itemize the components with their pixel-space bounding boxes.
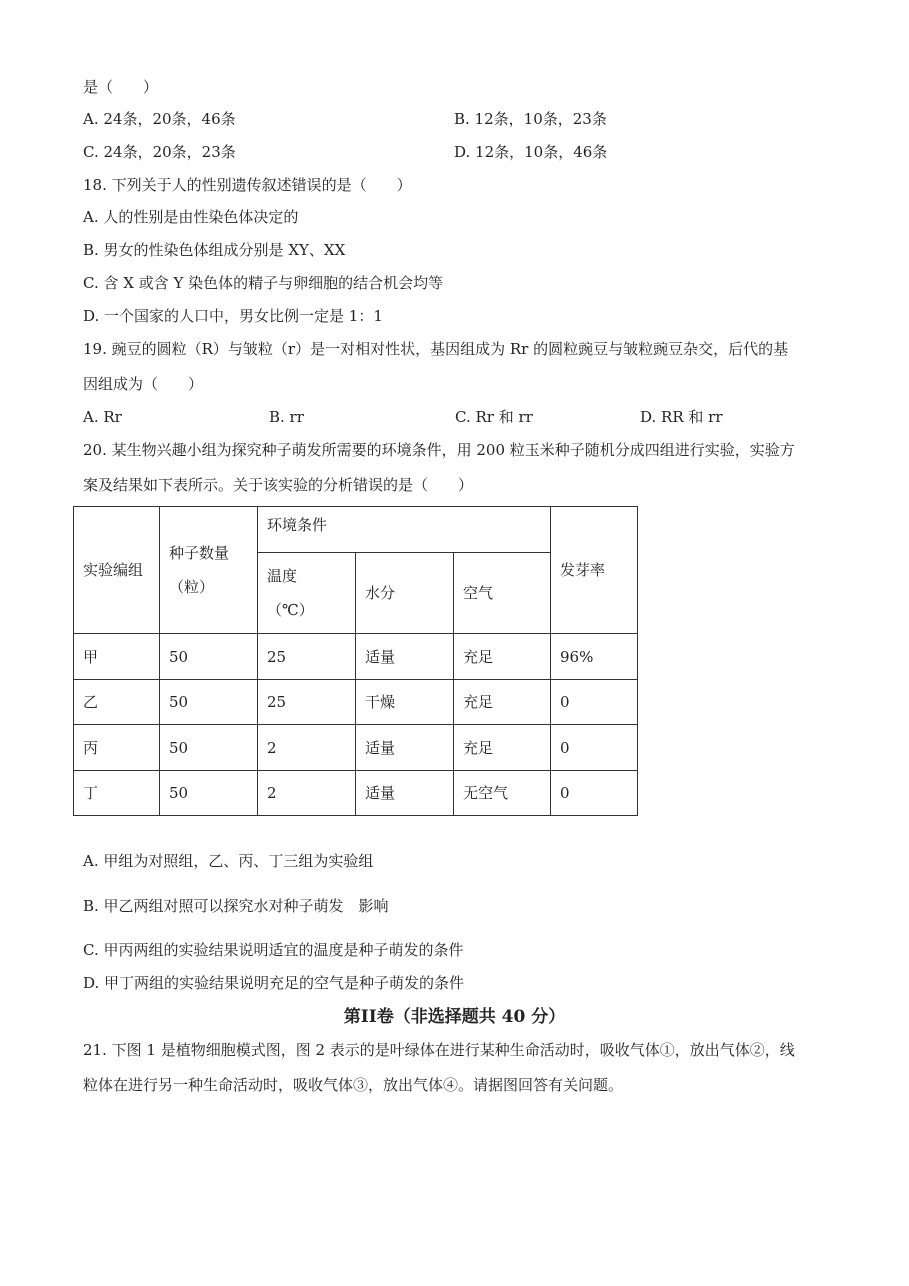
table-row xyxy=(74,634,638,680)
q18-stem: 18. 下列关于人的性别遗传叙述错误的是（ ） xyxy=(83,176,412,194)
header-group: 实验编组 xyxy=(74,507,160,634)
header-seeds-line1: 种子数量 xyxy=(169,544,230,562)
header-air: 空气 xyxy=(454,553,551,634)
cell-rate: 0 xyxy=(551,680,638,725)
q20-option-b: B. 甲乙两组对照可以探究水对种子萌发 影响 xyxy=(83,897,389,915)
cell-water: 适量 xyxy=(356,771,454,816)
q18-option-a: A. 人的性别是由性染色体决定的 xyxy=(83,208,299,226)
cell-temp: 25 xyxy=(258,634,356,680)
q20-option-c: C. 甲丙两组的实验结果说明适宜的温度是种子萌发的条件 xyxy=(83,941,464,959)
q18-option-d: D. 一个国家的人口中，男女比例一定是 1：1 xyxy=(83,307,383,325)
cell-group: 丁 xyxy=(74,771,160,816)
cell-temp: 25 xyxy=(258,680,356,725)
cell-air: 充足 xyxy=(454,680,551,725)
cell-air: 充足 xyxy=(454,725,551,771)
q19-stem-line1: 19. 豌豆的圆粒（R）与皱粒（r）是一对相对性状，基因组成为 Rr 的圆粒豌豆与皱粒豌豆杂交，后代的基 xyxy=(83,340,789,358)
cell-seeds: 50 xyxy=(160,771,258,816)
cell-seeds: 50 xyxy=(160,680,258,725)
cell-water: 适量 xyxy=(356,725,454,771)
q17-option-b: B. 12条，10条，23条 xyxy=(454,110,607,128)
q19-stem-line2: 因组成为（ ） xyxy=(83,375,204,393)
header-temperature-line2: （℃） xyxy=(267,601,314,619)
q20-stem-line2: 案及结果如下表所示。关于该实验的分析错误的是（ ） xyxy=(83,476,474,494)
cell-rate: 96% xyxy=(551,634,638,680)
cell-rate: 0 xyxy=(551,771,638,816)
cell-water: 适量 xyxy=(356,634,454,680)
q17-stem-tail: 是（ ） xyxy=(83,78,159,96)
q19-option-c: C. Rr 和 rr xyxy=(455,408,533,426)
header-seeds xyxy=(160,507,258,634)
q18-option-b: B. 男女的性染色体组成分别是 XY、XX xyxy=(83,241,346,259)
q17-option-d: D. 12条，10条，46条 xyxy=(454,143,608,161)
q21-line1: 21. 下图 1 是植物细胞模式图，图 2 表示的是叶绿体在进行某种生命活动时，吸收气体①，放出气体②，线 xyxy=(83,1041,795,1059)
cell-water: 干燥 xyxy=(356,680,454,725)
header-rate: 发芽率 xyxy=(551,507,638,634)
q21-line2: 粒体在进行另一种生命活动时，吸收气体③，放出气体④。请据图回答有关问题。 xyxy=(83,1076,624,1094)
table-row xyxy=(74,680,638,725)
header-temperature xyxy=(258,553,356,634)
experiment-table xyxy=(73,506,638,816)
q18-option-c: C. 含 X 或含 Y 染色体的精子与卵细胞的结合机会均等 xyxy=(83,274,444,292)
cell-group: 乙 xyxy=(74,680,160,725)
q20-stem-line1: 20. 某生物兴趣小组为探究种子萌发所需要的环境条件，用 200 粒玉米种子随机分成四组进行实验，实验方 xyxy=(83,441,795,459)
cell-temp: 2 xyxy=(258,771,356,816)
q20-option-d: D. 甲丁两组的实验结果说明充足的空气是种子萌发的条件 xyxy=(83,974,465,992)
cell-group: 甲 xyxy=(74,634,160,680)
q19-option-a: A. Rr xyxy=(83,408,122,426)
q19-option-b: B. rr xyxy=(269,408,304,426)
header-temperature-line1: 温度 xyxy=(267,567,298,585)
q20-option-a: A. 甲组为对照组，乙、丙、丁三组为实验组 xyxy=(83,852,374,870)
cell-air: 充足 xyxy=(454,634,551,680)
cell-seeds: 50 xyxy=(160,725,258,771)
cell-temp: 2 xyxy=(258,725,356,771)
cell-air: 无空气 xyxy=(454,771,551,816)
cell-group: 丙 xyxy=(74,725,160,771)
table-row xyxy=(74,771,638,816)
q19-option-d: D. RR 和 rr xyxy=(640,408,723,426)
header-environment: 环境条件 xyxy=(258,507,551,553)
section-title: 第II卷（非选择题共 40 分） xyxy=(343,1007,566,1027)
cell-seeds: 50 xyxy=(160,634,258,680)
header-water: 水分 xyxy=(356,553,454,634)
header-seeds-line2: （粒） xyxy=(169,578,215,596)
q17-option-c: C. 24条，20条，23条 xyxy=(83,143,236,161)
q17-option-a: A. 24条，20条，46条 xyxy=(83,110,236,128)
table-row xyxy=(74,725,638,771)
cell-rate: 0 xyxy=(551,725,638,771)
